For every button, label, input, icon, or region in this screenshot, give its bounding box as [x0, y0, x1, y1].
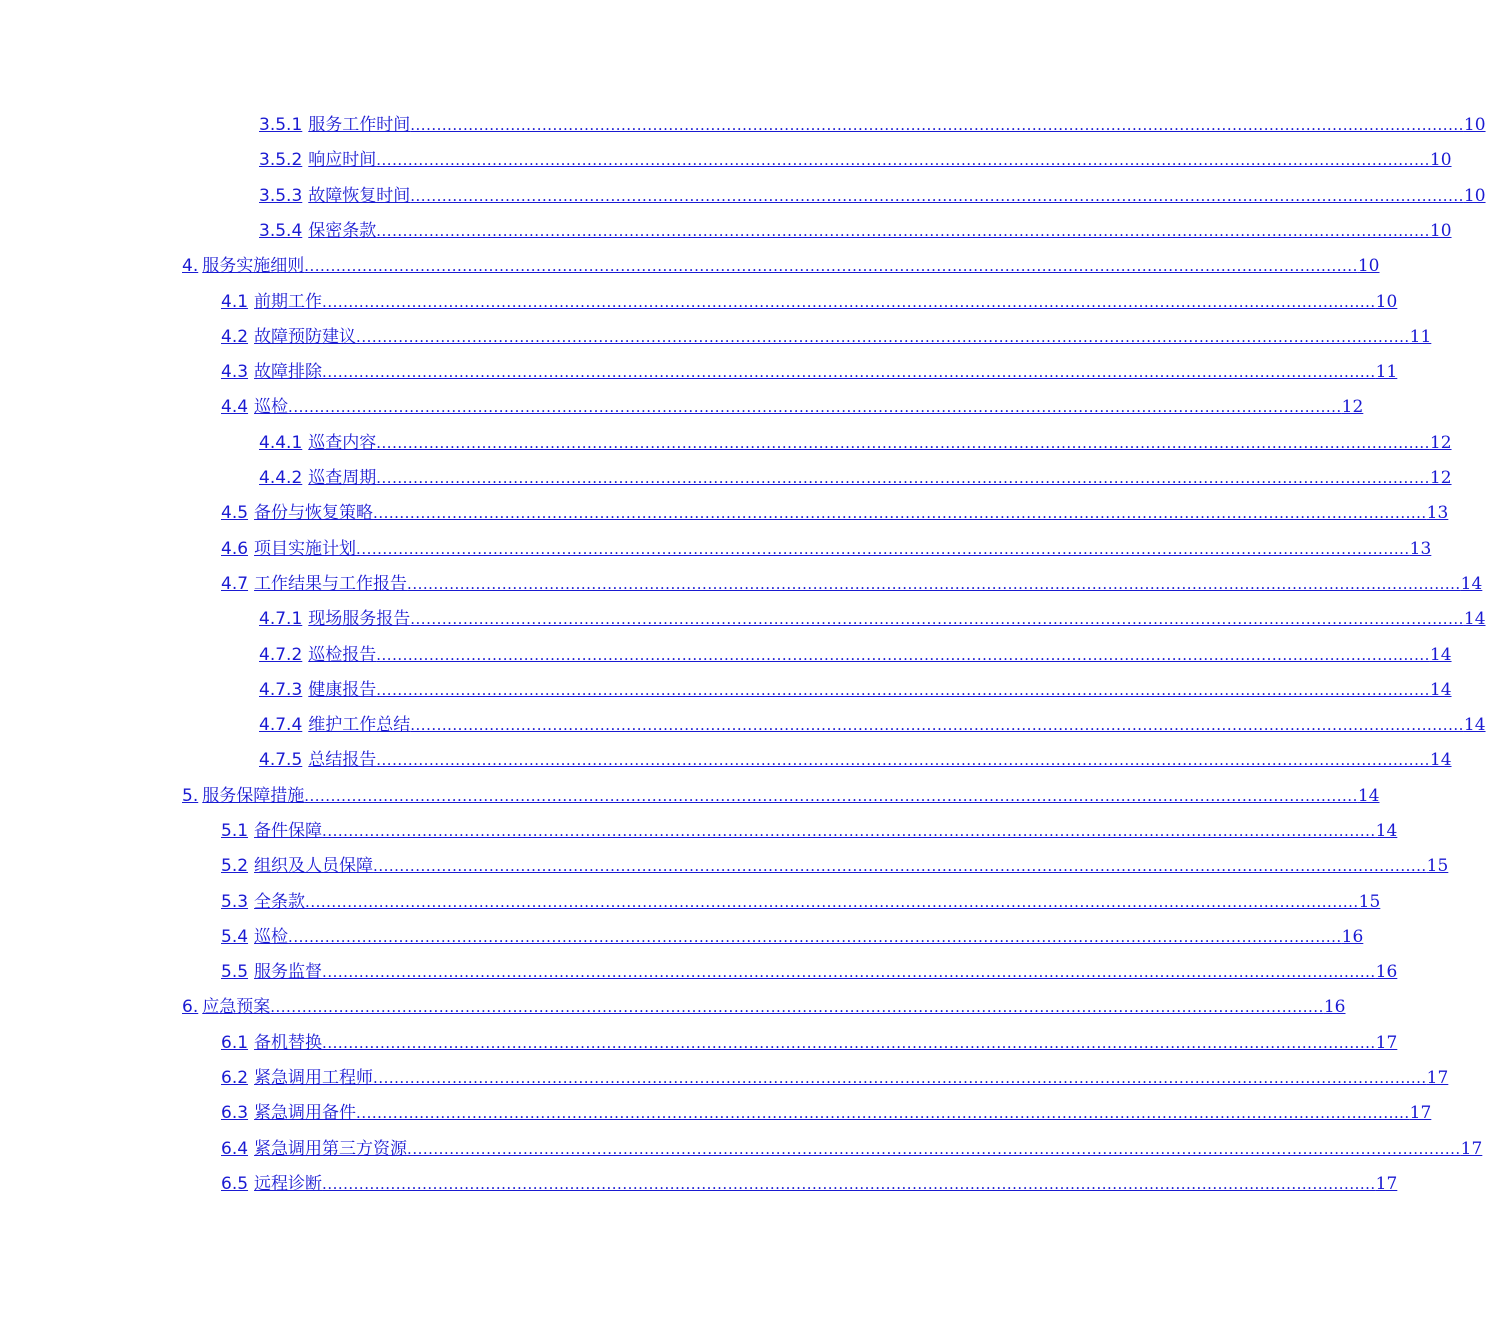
toc-entry[interactable] [259, 145, 1452, 171]
toc-entry-page: 14 [1463, 715, 1486, 735]
toc-entry-title: 故障排除 [254, 362, 323, 382]
toc-entry-page: 17 [1375, 1174, 1398, 1194]
toc-leader-dots: ........................................................................................................................................................................................................ [373, 1069, 1427, 1087]
toc-entry-number: 5. [182, 786, 199, 806]
toc-entry-title: 前期工作 [254, 292, 323, 312]
toc-entry-title: 现场服务报告 [308, 609, 411, 629]
toc-entry-page: 14 [1429, 750, 1452, 770]
toc-entry[interactable] [221, 816, 1398, 842]
toc-entry[interactable] [259, 675, 1452, 701]
toc-entry-number: 5.3 [221, 892, 249, 912]
toc-entry[interactable] [259, 463, 1452, 489]
toc-entry-page: 11 [1375, 362, 1398, 382]
toc-entry-number: 5.1 [221, 821, 249, 841]
toc-leader-dots: ........................................................................................................................................................................................................ [322, 1034, 1376, 1052]
toc-entry-number: 5.4 [221, 927, 249, 947]
toc-entry-title: 全条款 [254, 892, 306, 912]
toc-entry-title: 服务实施细则 [202, 256, 305, 276]
toc-entry[interactable] [259, 604, 1486, 630]
toc-entry-page: 12 [1341, 397, 1364, 417]
toc-entry-page: 10 [1429, 221, 1452, 241]
toc-entry[interactable] [221, 1098, 1432, 1124]
toc-entry[interactable] [221, 287, 1398, 313]
toc-leader-dots: ........................................................................................................................................................................................................ [373, 504, 1427, 522]
toc-leader-dots: ........................................................................................................................................................................................................ [376, 681, 1430, 699]
toc-entry[interactable] [221, 1063, 1449, 1089]
toc-leader-dots: ........................................................................................................................................................................................................ [410, 116, 1464, 134]
toc-entry-title: 备机替换 [254, 1033, 323, 1053]
toc-leader-dots: ........................................................................................................................................................................................................ [304, 257, 1358, 275]
toc-entry-title: 保密条款 [308, 221, 377, 241]
toc-leader-dots: ........................................................................................................................................................................................................ [407, 1140, 1461, 1158]
toc-leader-dots: ........................................................................................................................................................................................................ [356, 328, 1410, 346]
toc-entry-title: 健康报告 [308, 680, 377, 700]
toc-entry-page: 15 [1358, 892, 1381, 912]
toc-leader-dots: ........................................................................................................................................................................................................ [376, 751, 1430, 769]
toc-leader-dots: ........................................................................................................................................................................................................ [410, 610, 1464, 628]
toc-entry-page: 14 [1375, 821, 1398, 841]
toc-entry[interactable] [259, 745, 1452, 771]
toc-entry-page: 11 [1409, 327, 1432, 347]
toc-entry-title: 响应时间 [308, 150, 377, 170]
toc-leader-dots: ........................................................................................................................................................................................................ [288, 398, 1342, 416]
toc-entry-title: 工作结果与工作报告 [254, 574, 408, 594]
toc-entry[interactable] [221, 569, 1483, 595]
toc-leader-dots: ........................................................................................................................................................................................................ [356, 1104, 1410, 1122]
toc-entry-number: 6.1 [221, 1033, 249, 1053]
toc-entry-page: 15 [1426, 856, 1449, 876]
toc-entry[interactable] [221, 1028, 1398, 1054]
toc-entry-title: 巡检 [254, 397, 289, 417]
toc-entry-page: 14 [1463, 609, 1486, 629]
toc-entry-number: 3.5.2 [259, 150, 303, 170]
toc-entry[interactable] [221, 392, 1364, 418]
toc-entry-title: 巡检报告 [308, 645, 377, 665]
toc-entry-title: 巡查内容 [308, 433, 377, 453]
toc-entry-title: 紧急调用备件 [254, 1103, 357, 1123]
toc-entry[interactable] [221, 851, 1449, 877]
toc-entry-title: 服务监督 [254, 962, 323, 982]
toc-entry-number: 4.7.3 [259, 680, 303, 700]
toc-entry-page: 14 [1429, 680, 1452, 700]
toc-leader-dots: ........................................................................................................................................................................................................ [322, 363, 1376, 381]
toc-entry-title: 巡查周期 [308, 468, 377, 488]
toc-entry-number: 4.7.1 [259, 609, 303, 629]
toc-entry-page: 17 [1460, 1139, 1483, 1159]
toc-entry-number: 4.7.2 [259, 645, 303, 665]
toc-entry-page: 14 [1429, 645, 1452, 665]
toc-entry[interactable] [221, 887, 1381, 913]
toc-entry-title: 服务保障措施 [202, 786, 305, 806]
toc-entry-number: 4.2 [221, 327, 249, 347]
toc-entry-number: 5.5 [221, 962, 249, 982]
toc-leader-dots: ........................................................................................................................................................................................................ [410, 716, 1464, 734]
toc-entry[interactable] [221, 957, 1398, 983]
toc-entry-number: 4.7 [221, 574, 249, 594]
toc-entry[interactable] [182, 992, 1346, 1018]
toc-entry-page: 17 [1409, 1103, 1432, 1123]
toc-entry-number: 4.4.1 [259, 433, 303, 453]
toc-entry-number: 4.4 [221, 397, 249, 417]
toc-entry-number: 4.1 [221, 292, 249, 312]
toc-entry-title: 紧急调用工程师 [254, 1068, 374, 1088]
toc-entry[interactable] [221, 357, 1398, 383]
toc-entry-title: 巡检 [254, 927, 289, 947]
toc-entry-number: 3.5.1 [259, 115, 303, 135]
toc-entry-page: 16 [1375, 962, 1398, 982]
toc-entry-number: 4.7.5 [259, 750, 303, 770]
toc-entry-title: 故障恢复时间 [308, 186, 411, 206]
toc-entry-title: 备件保障 [254, 821, 323, 841]
toc-entry-title: 总结报告 [308, 750, 377, 770]
toc-entry-title: 服务工作时间 [308, 115, 411, 135]
toc-entry-page: 17 [1375, 1033, 1398, 1053]
toc-entry-title: 维护工作总结 [308, 715, 411, 735]
toc-entry-page: 13 [1426, 503, 1449, 523]
toc-leader-dots: ........................................................................................................................................................................................................ [376, 434, 1430, 452]
toc-entry[interactable] [221, 1169, 1398, 1195]
toc-entry-page: 10 [1375, 292, 1398, 312]
toc-entry-page: 14 [1460, 574, 1483, 594]
toc-entry[interactable] [259, 110, 1486, 136]
toc-entry-number: 6.4 [221, 1139, 249, 1159]
toc-leader-dots: ........................................................................................................................................................................................................ [322, 293, 1376, 311]
toc-entry[interactable] [182, 781, 1380, 807]
toc-leader-dots: ........................................................................................................................................................................................................ [373, 857, 1427, 875]
toc-leader-dots: ........................................................................................................................................................................................................ [304, 787, 1358, 805]
toc-entry-number: 4.6 [221, 539, 249, 559]
toc-entry[interactable] [259, 181, 1486, 207]
toc-entry[interactable] [221, 322, 1432, 348]
toc-leader-dots: ........................................................................................................................................................................................................ [288, 928, 1342, 946]
toc-entry-page: 12 [1429, 433, 1452, 453]
toc-leader-dots: ........................................................................................................................................................................................................ [356, 540, 1410, 558]
toc-entry-page: 13 [1409, 539, 1432, 559]
toc-entry-number: 3.5.3 [259, 186, 303, 206]
toc-entry-number: 6.5 [221, 1174, 249, 1194]
toc-entry-page: 10 [1357, 256, 1380, 276]
toc-entry-title: 远程诊断 [254, 1174, 323, 1194]
toc-entry-page: 16 [1323, 997, 1346, 1017]
toc-entry-page: 16 [1341, 927, 1364, 947]
toc-entry-number: 3.5.4 [259, 221, 303, 241]
toc-entry-number: 4.3 [221, 362, 249, 382]
toc-entry-page: 10 [1463, 186, 1486, 206]
toc-leader-dots: ........................................................................................................................................................................................................ [376, 469, 1430, 487]
toc-entry-page: 14 [1357, 786, 1380, 806]
toc-leader-dots: ........................................................................................................................................................................................................ [322, 822, 1376, 840]
toc-leader-dots: ........................................................................................................................................................................................................ [376, 222, 1430, 240]
toc-entry-number: 4.5 [221, 503, 249, 523]
toc-entry-title: 紧急调用第三方资源 [254, 1139, 408, 1159]
toc-leader-dots: ........................................................................................................................................................................................................ [305, 893, 1359, 911]
toc-entry-number: 4.7.4 [259, 715, 303, 735]
toc-leader-dots: ........................................................................................................................................................................................................ [322, 1175, 1376, 1193]
toc-entry-title: 备份与恢复策略 [254, 503, 374, 523]
toc-leader-dots: ........................................................................................................................................................................................................ [407, 575, 1461, 593]
toc-entry-title: 故障预防建议 [254, 327, 357, 347]
toc-entry-page: 12 [1429, 468, 1452, 488]
toc-entry[interactable] [259, 428, 1452, 454]
toc-entry[interactable] [259, 710, 1486, 736]
toc-entry-number: 4. [182, 256, 199, 276]
toc-entry-number: 6. [182, 997, 199, 1017]
toc-entry-number: 4.4.2 [259, 468, 303, 488]
toc-entry[interactable] [221, 922, 1364, 948]
toc-entry[interactable] [221, 534, 1432, 560]
toc-entry-title: 组织及人员保障 [254, 856, 374, 876]
toc-leader-dots: ........................................................................................................................................................................................................ [322, 963, 1376, 981]
toc-leader-dots: ........................................................................................................................................................................................................ [270, 998, 1324, 1016]
toc-entry-page: 10 [1463, 115, 1486, 135]
toc-leader-dots: ........................................................................................................................................................................................................ [410, 187, 1464, 205]
toc-entry-number: 6.3 [221, 1103, 249, 1123]
toc-leader-dots: ........................................................................................................................................................................................................ [376, 151, 1430, 169]
toc-leader-dots: ........................................................................................................................................................................................................ [376, 646, 1430, 664]
toc-entry-page: 10 [1429, 150, 1452, 170]
toc-entry[interactable] [259, 216, 1452, 242]
toc-entry[interactable] [221, 498, 1449, 524]
toc-entry-title: 项目实施计划 [254, 539, 357, 559]
toc-entry-title: 应急预案 [202, 997, 271, 1017]
toc-entry[interactable] [221, 1134, 1483, 1160]
toc-entry-number: 6.2 [221, 1068, 249, 1088]
toc-entry[interactable] [259, 640, 1452, 666]
toc-entry[interactable] [182, 251, 1380, 277]
toc-entry-page: 17 [1426, 1068, 1449, 1088]
toc-entry-number: 5.2 [221, 856, 249, 876]
